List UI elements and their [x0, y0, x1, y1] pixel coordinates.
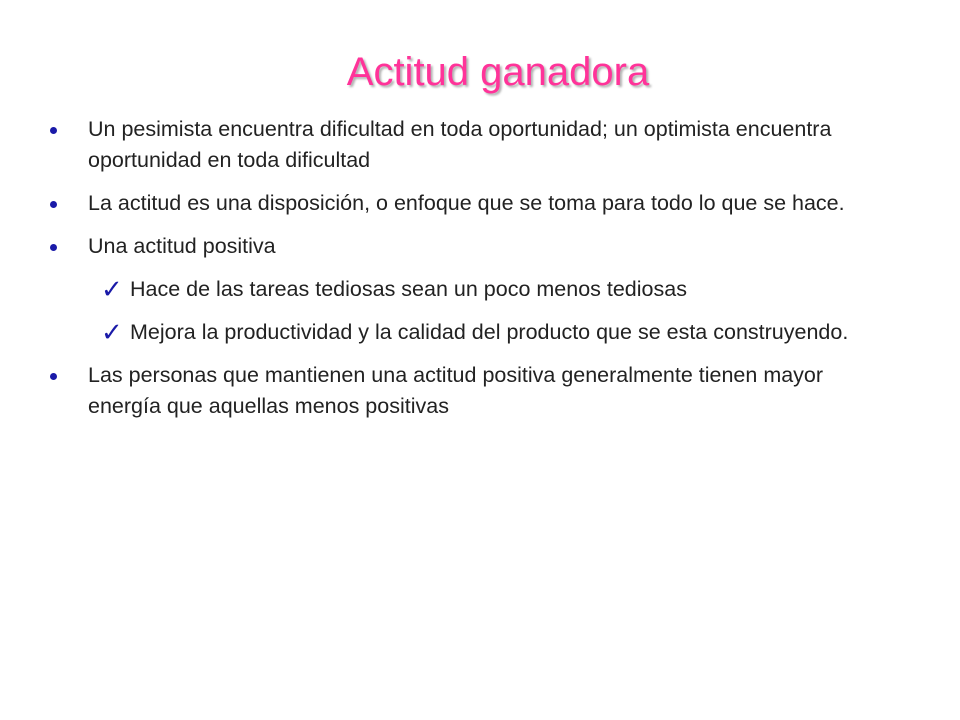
bullet-item	[0, 231, 960, 262]
bullet-text: La actitud es una disposición, o enfoque que se toma para todo lo que se hace.	[88, 191, 845, 215]
bullet-dot-icon	[50, 201, 57, 208]
checkmark-icon: ✓	[101, 318, 123, 348]
bullet-text: Un pesimista encuentra dificultad en toda oportunidad; un optimista encuentra oportunidad en toda dificultad	[88, 117, 832, 172]
bullet-dot-icon	[50, 127, 57, 134]
bullet-item	[0, 114, 960, 176]
checkmark-icon: ✓	[101, 275, 123, 305]
slide-title: Actitud ganadora	[346, 50, 650, 94]
sub-item	[0, 317, 960, 348]
sub-item-text: Mejora la productividad y la calidad del producto que se esta construyendo.	[130, 320, 849, 344]
bullet-item	[0, 188, 960, 219]
sub-item-text: Hace de las tareas tediosas sean un poco menos tediosas	[130, 277, 687, 301]
bullet-dot-icon	[50, 244, 57, 251]
bullet-text: Una actitud positiva	[88, 234, 276, 258]
bullet-item	[0, 360, 960, 422]
bullet-dot-icon	[50, 373, 57, 380]
slide-content	[0, 114, 960, 434]
sub-item	[0, 274, 960, 305]
bullet-text: Las personas que mantienen una actitud positiva generalmente tienen mayor energía que aquellas menos positivas	[88, 363, 824, 418]
